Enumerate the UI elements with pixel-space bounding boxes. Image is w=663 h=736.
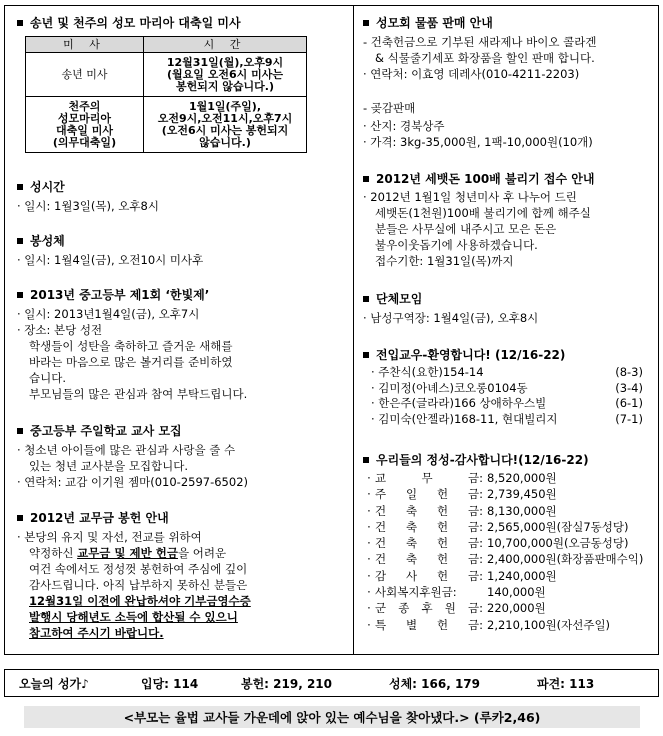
text-line: 12월31일 이전에 완납하셔야 기부금영수증: [29, 594, 251, 608]
text-line: 세뱃돈(1천원)100배 불리기에 합께 해주실: [375, 206, 591, 220]
section-goods-sale: [363, 14, 597, 82]
text-line: 발행시 당해년도 소득에 합산될 수 있으니: [29, 610, 238, 624]
section-title: - 곶감판매: [363, 101, 416, 115]
offering-value: 8,130,000원: [487, 503, 557, 518]
parishioner-list: [363, 365, 653, 427]
label-char: 금:: [468, 519, 483, 534]
offering-label: [375, 486, 483, 502]
text-line: 습니다.: [29, 371, 66, 385]
text-line: 참고하여 주시기 바랍니다.: [29, 626, 164, 640]
bullet-icon: [17, 428, 23, 434]
offering-label: [375, 551, 483, 567]
text-line: [17, 545, 251, 561]
parishioner-name: · 한은주(글라라)166 상애하우스빌: [371, 396, 547, 410]
label-char: 축: [406, 536, 418, 551]
label-char: 금:: [468, 601, 483, 616]
bullet-dot: ·: [367, 503, 371, 518]
cell-line: (오전6시 미사는 봉헌되지: [161, 123, 289, 137]
text-line: · 일시: 1월3일(목), 오후8시: [17, 199, 159, 213]
offering-value: 220,000원: [487, 601, 546, 616]
cell-line: (의무대축일): [52, 135, 117, 149]
table-cell: [144, 97, 307, 153]
text-line: 분들은 사무실에 내주시고 모은 돈은: [375, 222, 557, 236]
text-line: · 가격: 3kg-35,000원, 1팩-10,000원(10개): [363, 135, 593, 149]
label-char: 주: [375, 487, 387, 502]
bullet-icon: [17, 238, 23, 244]
label-char: 건: [375, 519, 387, 534]
parishioner-zone: (7-1): [615, 411, 643, 426]
label-char: 건: [375, 536, 387, 551]
label-char: 금:: [468, 617, 483, 632]
section-title: 봉성체: [30, 234, 65, 248]
hymn-entrance: 입당: 114: [141, 676, 199, 691]
section-communion-visit: [17, 232, 203, 268]
text-line: · 연락처: 이효영 데레사(010-4211-2203): [363, 67, 580, 81]
offering-label: [375, 584, 483, 600]
bullet-icon: [17, 515, 23, 521]
cell-line: 않습니다.): [199, 135, 251, 149]
bullet-icon: [363, 352, 369, 358]
offering-label: [375, 470, 483, 486]
parishioner-zone: (8-3): [615, 365, 643, 379]
section-title: 전입교우-환영합니다! (12/16-22): [376, 348, 566, 362]
offering-label: [375, 600, 483, 616]
table-cell: [26, 97, 144, 153]
bullet-dot: ·: [367, 601, 371, 616]
bullet-dot: ·: [367, 487, 371, 502]
label-char: 군: [375, 601, 387, 616]
label-char: 금:: [468, 568, 483, 583]
text-line: 여건 속에서도 정성껏 봉헌하여 주심에 깊이: [29, 562, 248, 576]
bullet-icon: [17, 292, 23, 298]
bullet-icon: [363, 176, 369, 182]
section-holy-hour: [17, 178, 159, 214]
cell-line: 봉헌되지 않습니다.): [175, 79, 275, 93]
section-title: 성모회 물품 판매 안내: [376, 16, 493, 30]
list-item: [363, 365, 653, 381]
section-teacher-recruit: [17, 422, 248, 490]
mass-schedule-table: [25, 36, 307, 153]
label-char: 금:: [468, 471, 483, 485]
offering-value: 2,565,000원(잠실7동성당): [487, 519, 629, 534]
label-char: 건: [375, 552, 387, 567]
offering-value: 1,240,000원: [487, 568, 557, 583]
section-year-end-mass: [17, 14, 241, 31]
parishioner-name: · 김미숙(안젤라)168-11, 현대빌리지: [371, 411, 558, 426]
hymn-label: 오늘의 성가♪: [19, 676, 89, 691]
cell-line: 1월1일(주일),: [188, 99, 262, 113]
offering-row: [363, 551, 653, 567]
text-line: · 2012년 1월1일 청년미사 후 나누어 드린: [363, 190, 577, 204]
table-header-time: 시 간: [144, 37, 307, 53]
list-item: [363, 396, 653, 412]
section-title: 2012년 세뱃돈 100배 불리기 접수 안내: [376, 172, 595, 186]
cell-line: 대축일 미사: [56, 123, 113, 137]
text-line: · 산지: 경북상주: [363, 119, 445, 133]
text-line: 있는 청년 교사분을 모집합니다.: [29, 459, 189, 473]
parishioner-name: · 김미정(아녜스)코오롱0104동: [371, 380, 528, 395]
offering-label: [375, 568, 483, 584]
label-char: 헌: [437, 487, 449, 502]
bullet-icon: [363, 20, 369, 26]
label-char: 건: [375, 503, 387, 518]
text-span: 약정하신: [29, 546, 78, 560]
label-char: 금:: [468, 552, 483, 567]
label-char: 금:: [468, 503, 483, 518]
label-char: 금:: [468, 487, 483, 502]
bullet-dot: ·: [367, 585, 371, 600]
hymn-communion: 성체: 166, 179: [389, 676, 480, 691]
label-char: 헌: [437, 552, 449, 567]
label-char: 감: [375, 568, 387, 583]
hymn-offertory: 봉헌: 219, 210: [241, 676, 332, 691]
text-line: 불우이웃돕기에 사용하겠습니다.: [375, 238, 538, 252]
section-youth-festival: [17, 286, 247, 402]
text-line: · 본당의 유지 및 자선, 전교를 위하여: [17, 530, 202, 544]
label-char: 무: [421, 471, 433, 485]
bullet-icon: [17, 20, 23, 26]
table-row: [26, 97, 307, 153]
offering-row: [363, 600, 653, 616]
offering-value: 2,400,000원(화장품판매수익): [487, 552, 644, 567]
section-title: 2013년 중고등부 제1회 ‘한빛제’: [30, 288, 210, 302]
section-title: 중고등부 주일학교 교사 모집: [30, 424, 182, 438]
bullet-dot: ·: [367, 568, 371, 583]
label-char: 축: [406, 552, 418, 567]
offering-label: [375, 535, 483, 551]
text-line: - 건축헌금으로 기부된 새라제나 바이오 콜라겐: [363, 35, 597, 49]
section-title: 2012년 교무금 봉헌 안내: [30, 511, 169, 525]
text-line: · 장소: 본당 성전: [17, 323, 103, 337]
section-offerings: [363, 451, 653, 633]
text-line: · 연락처: 교감 이기원 젬마(010-2597-6502): [17, 475, 248, 489]
label-char: 축: [406, 503, 418, 518]
gospel-quote: <부모는 율법 교사들 가운데에 앉아 있는 예수님을 찾아냈다.> (루카2,46): [24, 706, 640, 728]
section-title: 단체모임: [376, 292, 423, 306]
label-char: 교: [375, 471, 387, 485]
bullet-dot: ·: [367, 536, 371, 551]
parishioner-zone: (3-4): [615, 380, 643, 395]
offering-row: [363, 519, 653, 535]
label-char: 사: [406, 568, 418, 583]
bullet-icon: [363, 457, 369, 463]
text-line: · 남성구역장: 1월4일(금), 오후8시: [363, 311, 539, 325]
label-char: 헌: [437, 519, 449, 534]
cell-line: 성모마리아: [57, 111, 112, 125]
bullet-icon: [363, 296, 369, 302]
offering-row: [363, 535, 653, 551]
text-line: · 일시: 2013년1월4일(금), 오후7시: [17, 307, 200, 321]
bullet-dot: ·: [367, 617, 371, 632]
text-line: 감사드립니다. 아직 납부하지 못하신 분들은: [29, 578, 248, 592]
table-row: [26, 53, 307, 97]
offering-row: [363, 617, 653, 633]
list-item: [363, 381, 653, 397]
label-char: 후: [421, 601, 433, 616]
label-char: 헌: [437, 617, 449, 632]
section-title: 송년 및 천주의 성모 마리아 대축일 미사: [30, 16, 241, 30]
text-line: & 식물줄기세포 화장품을 할인 판매 합니다.: [375, 51, 595, 65]
hymn-bar: [4, 669, 659, 697]
bullet-dot: ·: [367, 519, 371, 534]
text-line: 접수기한: 1월31일(목)까지: [375, 254, 514, 268]
cell-line: 오전9시,오전11시,오후7시: [157, 111, 293, 125]
parishioner-name: · 주찬식(요한)154-14: [371, 365, 484, 379]
offering-label: [375, 503, 483, 519]
offering-value: 8,520,000원: [487, 471, 557, 485]
offering-row: [363, 584, 653, 600]
cell-line: 12월31일(월),오후9시: [166, 55, 284, 69]
text-line: · 일시: 1월4일(금), 오전10시 미사후: [17, 253, 204, 267]
table-cell: [144, 53, 307, 97]
text-line: 부모님들의 많은 관심과 참여 부탁드립니다.: [29, 387, 248, 401]
offering-row: [363, 503, 653, 519]
bullet-dot: ·: [367, 552, 371, 567]
cell-line: 천주의: [68, 99, 101, 113]
label-char: 헌: [437, 568, 449, 583]
label-char: 금:: [468, 536, 483, 551]
bullet-dot: ·: [367, 471, 371, 485]
offering-value: 140,000원: [487, 585, 546, 600]
section-group-meeting: [363, 290, 538, 326]
offering-value: 10,700,000원(오금동성당): [487, 536, 629, 551]
list-item: [363, 412, 653, 428]
label-char: 헌: [437, 536, 449, 551]
parishioner-zone: (6-1): [615, 396, 643, 410]
section-persimmon-sale: [363, 100, 593, 150]
section-parish-dues: [17, 509, 251, 641]
label-char: 종: [398, 601, 410, 616]
label-char: 사회복지후원금:: [375, 585, 457, 600]
hymn-dismissal: 파견: 113: [537, 676, 595, 691]
table-cell: 송년 미사: [26, 53, 144, 97]
text-line: 바라는 마음으로 많은 볼거리를 준비하였: [29, 355, 233, 369]
column-divider: [353, 6, 354, 654]
offering-row: [363, 486, 653, 502]
offering-row: [363, 470, 653, 486]
label-char: 일: [406, 487, 418, 502]
offering-list: [363, 470, 653, 633]
text-span: 을 어려운: [177, 546, 227, 560]
text-line: 학생들이 성탄을 축하하고 즐거운 새해를: [29, 339, 233, 353]
label-char: 원: [444, 601, 456, 616]
text-line: · 청소년 아이들에 많은 관심과 사랑을 줄 수: [17, 443, 236, 457]
bullet-icon: [17, 184, 23, 190]
emphasis-text: 교무금 및 제반 헌금: [77, 546, 178, 560]
offering-label: [375, 519, 483, 535]
offering-label: [375, 617, 483, 633]
label-char: 헌: [437, 503, 449, 518]
section-new-parishioners: [363, 346, 653, 427]
section-title: 우리들의 정성-감사합니다!(12/16-22): [376, 453, 589, 467]
offering-value: 2,739,450원: [487, 487, 557, 502]
bulletin-frame: [4, 5, 659, 655]
cell-line: (월요일 오전6시 미사는: [167, 67, 283, 81]
label-char: 별: [406, 617, 418, 632]
table-header-mass: 미 사: [26, 37, 144, 53]
section-new-year-money: [363, 170, 594, 269]
offering-row: [363, 568, 653, 584]
offering-value: 2,210,100원(자선주일): [487, 617, 611, 632]
section-title: 성시간: [30, 180, 65, 194]
label-char: 특: [375, 617, 387, 632]
label-char: 축: [406, 519, 418, 534]
